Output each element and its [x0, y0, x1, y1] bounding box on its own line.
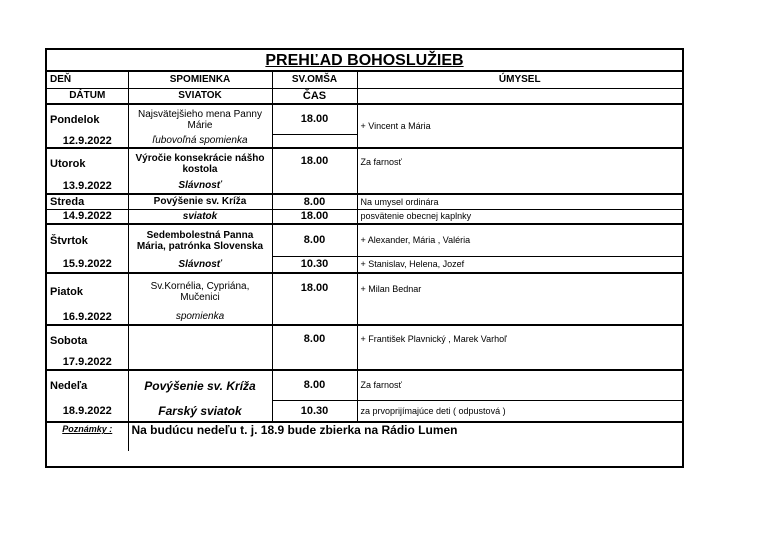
header-memorial: SPOMIENKA: [128, 72, 272, 88]
mass-time: 8.00: [272, 370, 357, 400]
intention: Za farnosť: [357, 370, 682, 400]
day-row-thursday: [47, 224, 682, 256]
memorial: [128, 325, 272, 370]
date: 14.9.2022: [47, 209, 128, 224]
header-day: DEŇ: [47, 72, 128, 88]
intention: + Milan Bednar: [357, 273, 682, 325]
day-row-tuesday: [47, 148, 682, 178]
notes-label: Poznámky :: [47, 422, 128, 451]
mass-time: 8.00: [272, 194, 357, 209]
day-row-sunday-date: [47, 400, 682, 422]
header-date: DÁTUM: [47, 88, 128, 104]
date: 17.9.2022: [47, 355, 128, 370]
memorial: Najsvätejšieho mena Panny Márie: [128, 104, 272, 134]
day-row-wednesday: [47, 194, 682, 209]
day-name: Piatok: [47, 273, 128, 309]
intention: za prvoprijímajúce deti ( odpustová ): [357, 400, 682, 422]
date: 18.9.2022: [47, 400, 128, 422]
intention: + Stanislav, Helena, Jozef: [357, 256, 682, 273]
time-empty: [272, 134, 357, 148]
day-name: Streda: [47, 194, 128, 209]
notes-row: [47, 422, 682, 451]
header-row-1: [47, 72, 682, 88]
memorial: Povýšenie sv. Kríža: [128, 194, 272, 209]
day-row-friday: [47, 273, 682, 309]
day-name: Štvrtok: [47, 224, 128, 256]
day-name: Pondelok: [47, 104, 128, 134]
header-intention: ÚMYSEL: [357, 72, 682, 88]
feast: Slávnosť: [128, 178, 272, 194]
title-text: PREHĽAD BOHOSLUŽIEB: [265, 52, 464, 69]
day-row-thursday-date: [47, 256, 682, 273]
header-mass: SV.OMŠA: [272, 72, 357, 88]
header-feast: SVIATOK: [128, 88, 272, 104]
date: 13.9.2022: [47, 178, 128, 194]
feast: Slávnosť: [128, 256, 272, 273]
day-row-sunday: [47, 370, 682, 400]
mass-time: 10.30: [272, 256, 357, 273]
intention: + Alexander, Mária , Valéria: [357, 224, 682, 256]
feast: sviatok: [128, 209, 272, 224]
memorial: Výročie konsekrácie nášho kostola: [128, 148, 272, 178]
date: 12.9.2022: [47, 134, 128, 148]
intention: Za farnosť: [357, 148, 682, 194]
intention: + František Plavnický , Marek Varhoľ: [357, 325, 682, 370]
intention: posvätenie obecnej kaplnky: [357, 209, 682, 224]
mass-time: 8.00: [272, 224, 357, 256]
day-row-monday: [47, 104, 682, 134]
feast: Farský sviatok: [128, 400, 272, 422]
memorial: Povýšenie sv. Kríža: [128, 370, 272, 400]
feast: ľubovoľná spomienka: [128, 134, 272, 148]
day-row-wednesday-date: [47, 209, 682, 224]
intention: + Vincent a Mária: [357, 104, 682, 148]
intention: Na umysel ordinára: [357, 194, 682, 209]
header-time: ČAS: [272, 88, 357, 104]
day-row-saturday: [47, 325, 682, 355]
schedule-table: [47, 72, 682, 451]
page-title: [47, 50, 682, 72]
day-name: Utorok: [47, 148, 128, 178]
mass-time: 10.30: [272, 400, 357, 422]
day-name: Sobota: [47, 325, 128, 355]
header-empty: [357, 88, 682, 104]
notes-text: Na budúcu nedeľu t. j. 18.9 bude zbierka na Rádio Lumen: [131, 423, 458, 437]
memorial: Sedembolestná Panna Mária, patrónka Slovenska: [128, 224, 272, 256]
schedule-sheet: [45, 48, 684, 468]
day-name: Nedeľa: [47, 370, 128, 400]
mass-time: 18.00: [272, 104, 357, 134]
mass-time: 18.00: [272, 209, 357, 224]
mass-time: 18.00: [272, 273, 357, 325]
header-row-2: [47, 88, 682, 104]
feast: spomienka: [128, 309, 272, 325]
mass-time: 18.00: [272, 148, 357, 194]
date: 15.9.2022: [47, 256, 128, 273]
date: 16.9.2022: [47, 309, 128, 325]
mass-time: 8.00: [272, 325, 357, 370]
memorial: Sv.Kornélia, Cypriána, Mučenici: [128, 273, 272, 309]
